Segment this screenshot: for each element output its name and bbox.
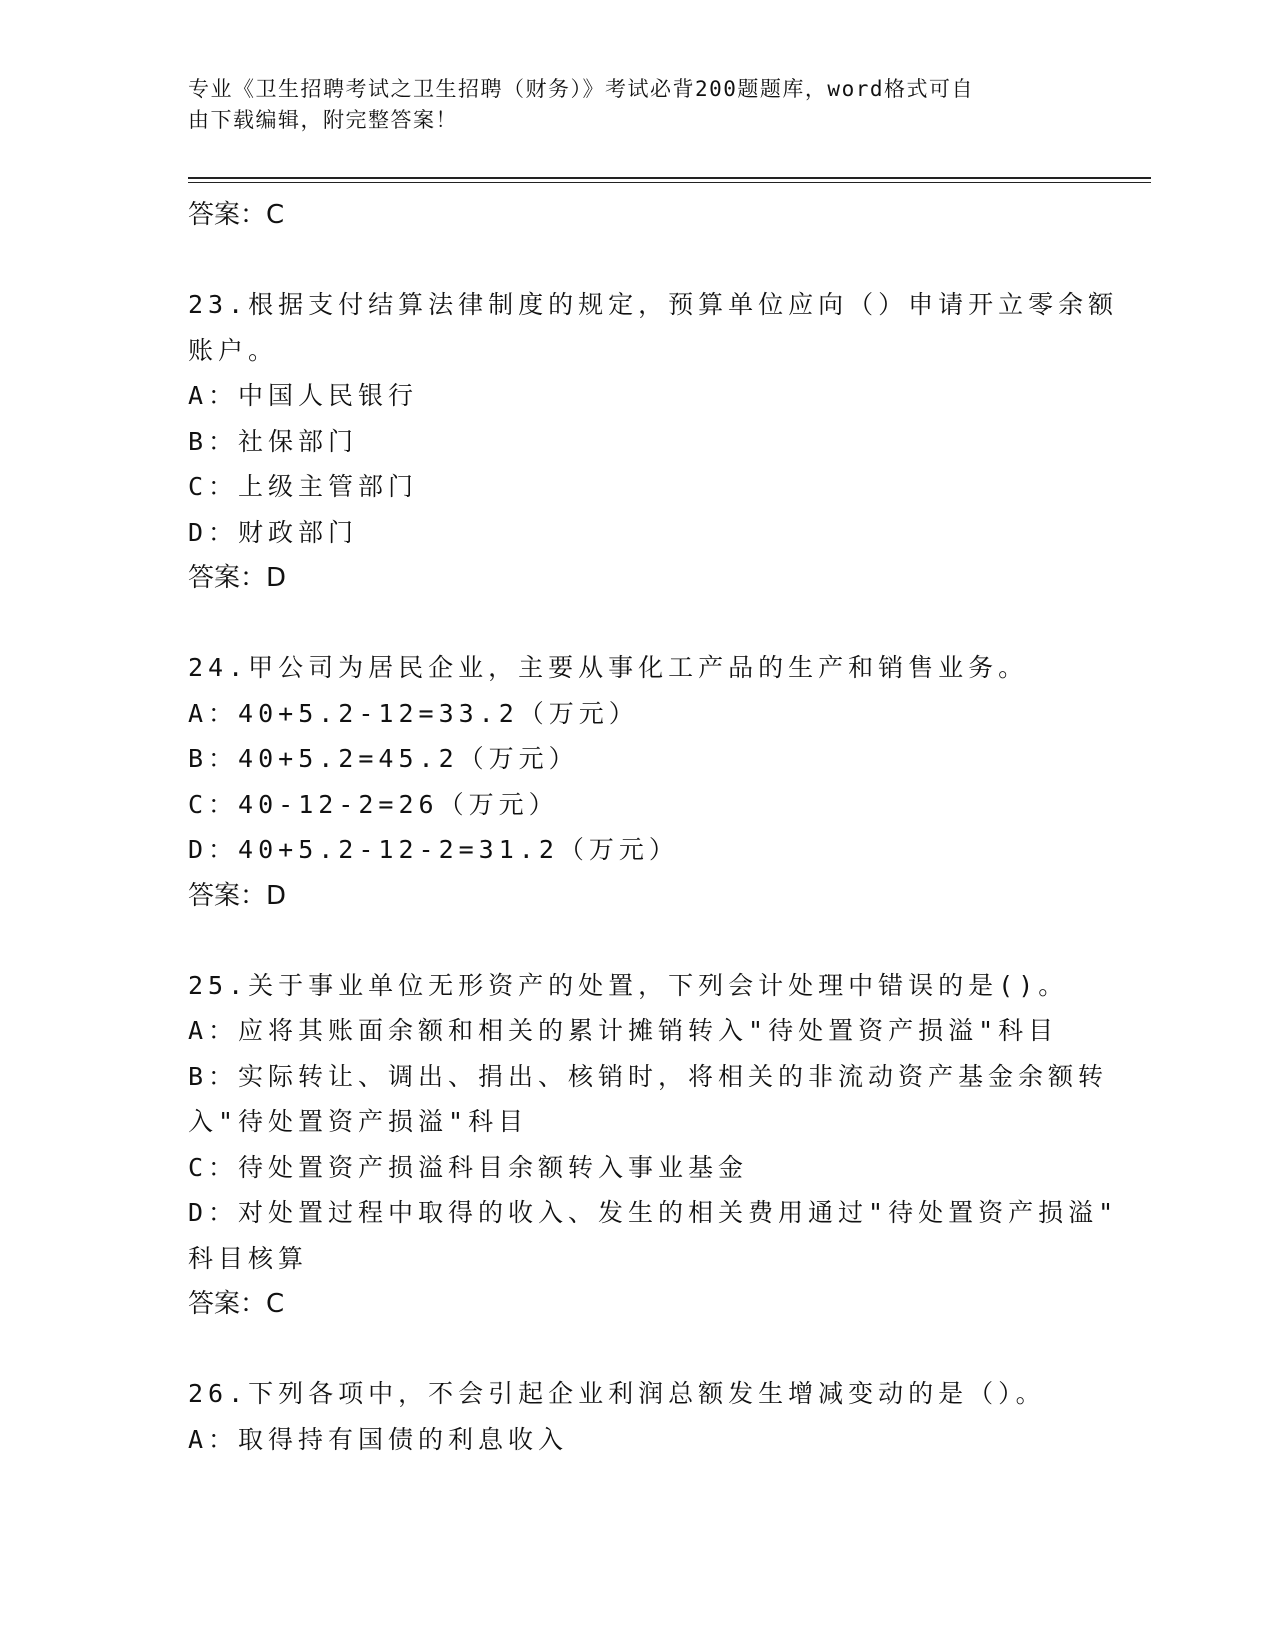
- header-divider-thin: [188, 182, 1151, 183]
- answer: 答案：D: [188, 563, 287, 593]
- option-a: A：应将其账面余额和相关的累计摊销转入"待处置资产损溢"科目: [188, 1016, 1059, 1045]
- question-stem: 23.根据支付结算法律制度的规定，预算单位应向（）申请开立零余额: [188, 290, 1119, 319]
- answer: 答案：D: [188, 880, 287, 911]
- question-25: [188, 963, 1119, 1328]
- option-b-continued: 入"待处置资产损溢"科目: [188, 1107, 529, 1136]
- option-c: C：40-12-2=26（万元）: [188, 789, 559, 819]
- option-b: B：社保部门: [188, 426, 359, 456]
- option-d: D：40+5.2-12-2=31.2（万元）: [188, 835, 679, 864]
- document-header: [188, 74, 1078, 136]
- option-d: D：财政部门: [188, 517, 359, 547]
- option-a: A：中国人民银行: [188, 381, 419, 410]
- question-26: [188, 1371, 1088, 1462]
- question-list: [188, 192, 1119, 1462]
- option-c: C：待处置资产损溢科目余额转入事业基金: [188, 1152, 749, 1182]
- answer: 答案：C: [188, 1289, 285, 1319]
- header-divider-thick: [188, 177, 1151, 179]
- option-d: D：对处置过程中取得的收入、发生的相关费用通过"待处置资产损溢": [188, 1198, 1119, 1227]
- option-d-continued: 科目核算: [188, 1243, 309, 1273]
- question-stem: 25.关于事业单位无形资产的处置，下列会计处理中错误的是()。: [188, 970, 1069, 1000]
- question-23: [188, 282, 1119, 601]
- option-c: C：上级主管部门: [188, 472, 419, 501]
- option-b: B：40+5.2=45.2（万元）: [188, 744, 579, 773]
- header-line-2: 由下载编辑，附完整答案！: [188, 108, 458, 132]
- question-24: [188, 645, 1088, 919]
- question-stem: 26.下列各项中，不会引起企业利润总额发生增减变动的是（）。: [188, 1379, 1046, 1408]
- question-stem-continued: 账户。: [188, 335, 279, 365]
- previous-answer: 答案：C: [188, 200, 285, 230]
- header-line-1: 专业《卫生招聘考试之卫生招聘（财务）》考试必背200题题库，word格式可自: [188, 77, 974, 101]
- option-a: A：40+5.2-12=33.2（万元）: [188, 698, 639, 728]
- question-stem: 24.甲公司为居民企业，主要从事化工产品的生产和销售业务。: [188, 653, 1029, 682]
- option-a: A：取得持有国债的利息收入: [188, 1424, 569, 1454]
- option-b: B：实际转让、调出、捐出、核销时，将相关的非流动资产基金余额转: [188, 1061, 1109, 1091]
